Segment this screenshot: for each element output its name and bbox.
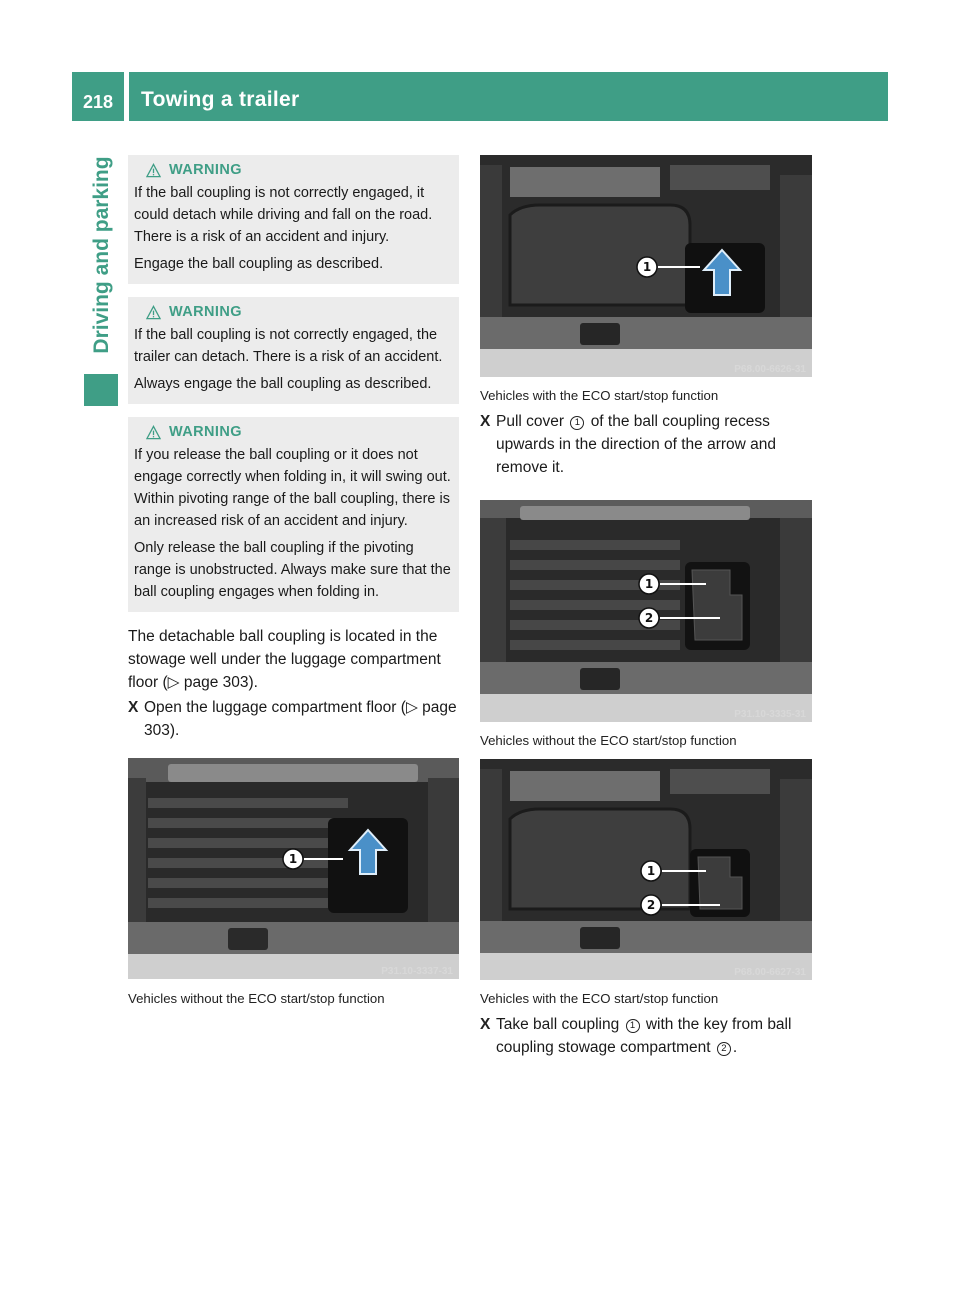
- page-link[interactable]: page 303).: [144, 699, 457, 739]
- step-text: .: [732, 1039, 738, 1056]
- warning-triangle-icon: [146, 305, 161, 320]
- warning-box: [128, 297, 459, 404]
- stowage-compartment-photo: [480, 500, 812, 722]
- left-column: [128, 155, 459, 1008]
- warning-text: If you release the ball coupling or it does not engage correctly when folding in, it will swing out. Within pivoting range of the ball coupling, there is an increased risk of an accident and injury.: [134, 447, 451, 529]
- callout-2-icon: 2: [717, 1042, 731, 1056]
- warning-title: WARNING: [169, 304, 242, 320]
- warning-instruction: Only release the ball coupling if the pivoting range is unobstructed. Always make sure that the ball coupling engages when folding in.: [134, 540, 451, 600]
- page-link[interactable]: page 303).: [183, 674, 258, 691]
- warning-box: [128, 417, 459, 612]
- step-text: of the ball coupling recess upwards in the direction of the arrow and remove it.: [496, 413, 777, 476]
- warning-box: [128, 155, 459, 284]
- image-code: P31.10-3335-31: [734, 709, 806, 720]
- image-code: P68.00-6626-31: [734, 364, 806, 375]
- svg-text:2: 2: [644, 611, 654, 625]
- svg-text:2: 2: [646, 898, 656, 912]
- intro-text: The detachable ball coupling is located in the stowage well under the luggage compartment floor (: [128, 628, 441, 691]
- step-text: Pull cover: [496, 413, 565, 430]
- warning-triangle-icon: [146, 163, 161, 178]
- step-arrow-icon: X: [128, 699, 139, 716]
- image-code: P68.00-6627-31: [734, 967, 806, 978]
- svg-text:1: 1: [642, 260, 652, 274]
- image-code: P31.10-3337-31: [381, 966, 453, 977]
- warning-title: WARNING: [169, 162, 242, 178]
- step-text: Take ball coupling: [496, 1016, 620, 1033]
- instruction-step: [480, 1013, 812, 1059]
- warning-text: If the ball coupling is not correctly engaged, the trailer can detach. There is a risk of an accident.: [134, 327, 443, 365]
- warning-title: WARNING: [169, 424, 242, 440]
- luggage-compartment-photo: [128, 758, 459, 979]
- reference-triangle-icon: ▷: [405, 699, 418, 716]
- chapter-tab-label: Driving and parking: [90, 156, 113, 354]
- warning-text: If the ball coupling is not correctly engaged, it could detach while driving and fall on the road. There is a risk of an accident and injury.: [134, 185, 433, 245]
- intro-paragraph: [128, 625, 459, 694]
- stowage-compartment-photo: [480, 759, 812, 980]
- reference-triangle-icon: ▷: [167, 674, 180, 691]
- image-caption: Vehicles without the ECO start/stop function: [128, 991, 385, 1006]
- step-arrow-icon: X: [480, 1016, 491, 1033]
- chapter-marker: [84, 374, 118, 406]
- instruction-step: [480, 410, 812, 479]
- image-caption: Vehicles with the ECO start/stop function: [480, 388, 719, 403]
- image-caption: Vehicles with the ECO start/stop function: [480, 991, 719, 1006]
- image-caption: Vehicles without the ECO start/stop function: [480, 733, 737, 748]
- callout-1-icon: 1: [570, 416, 584, 430]
- right-column: [480, 155, 812, 1059]
- section-title: Towing a trailer: [129, 72, 888, 121]
- instruction-step: [128, 696, 459, 742]
- page-number: 218: [72, 72, 124, 121]
- step-text: Open the luggage compartment floor (: [144, 699, 406, 716]
- callout-1-icon: 1: [626, 1019, 640, 1033]
- warning-instruction: Always engage the ball coupling as described.: [134, 376, 432, 392]
- chapter-tab: [84, 145, 120, 365]
- svg-text:1: 1: [644, 577, 654, 591]
- luggage-compartment-photo: [480, 155, 812, 377]
- step-text: with the key from ball coupling stowage compartment: [496, 1016, 792, 1056]
- warning-instruction: Engage the ball coupling as described.: [134, 256, 384, 272]
- step-arrow-icon: X: [480, 413, 491, 430]
- svg-text:1: 1: [646, 864, 656, 878]
- svg-text:1: 1: [288, 852, 298, 866]
- warning-triangle-icon: [146, 425, 161, 440]
